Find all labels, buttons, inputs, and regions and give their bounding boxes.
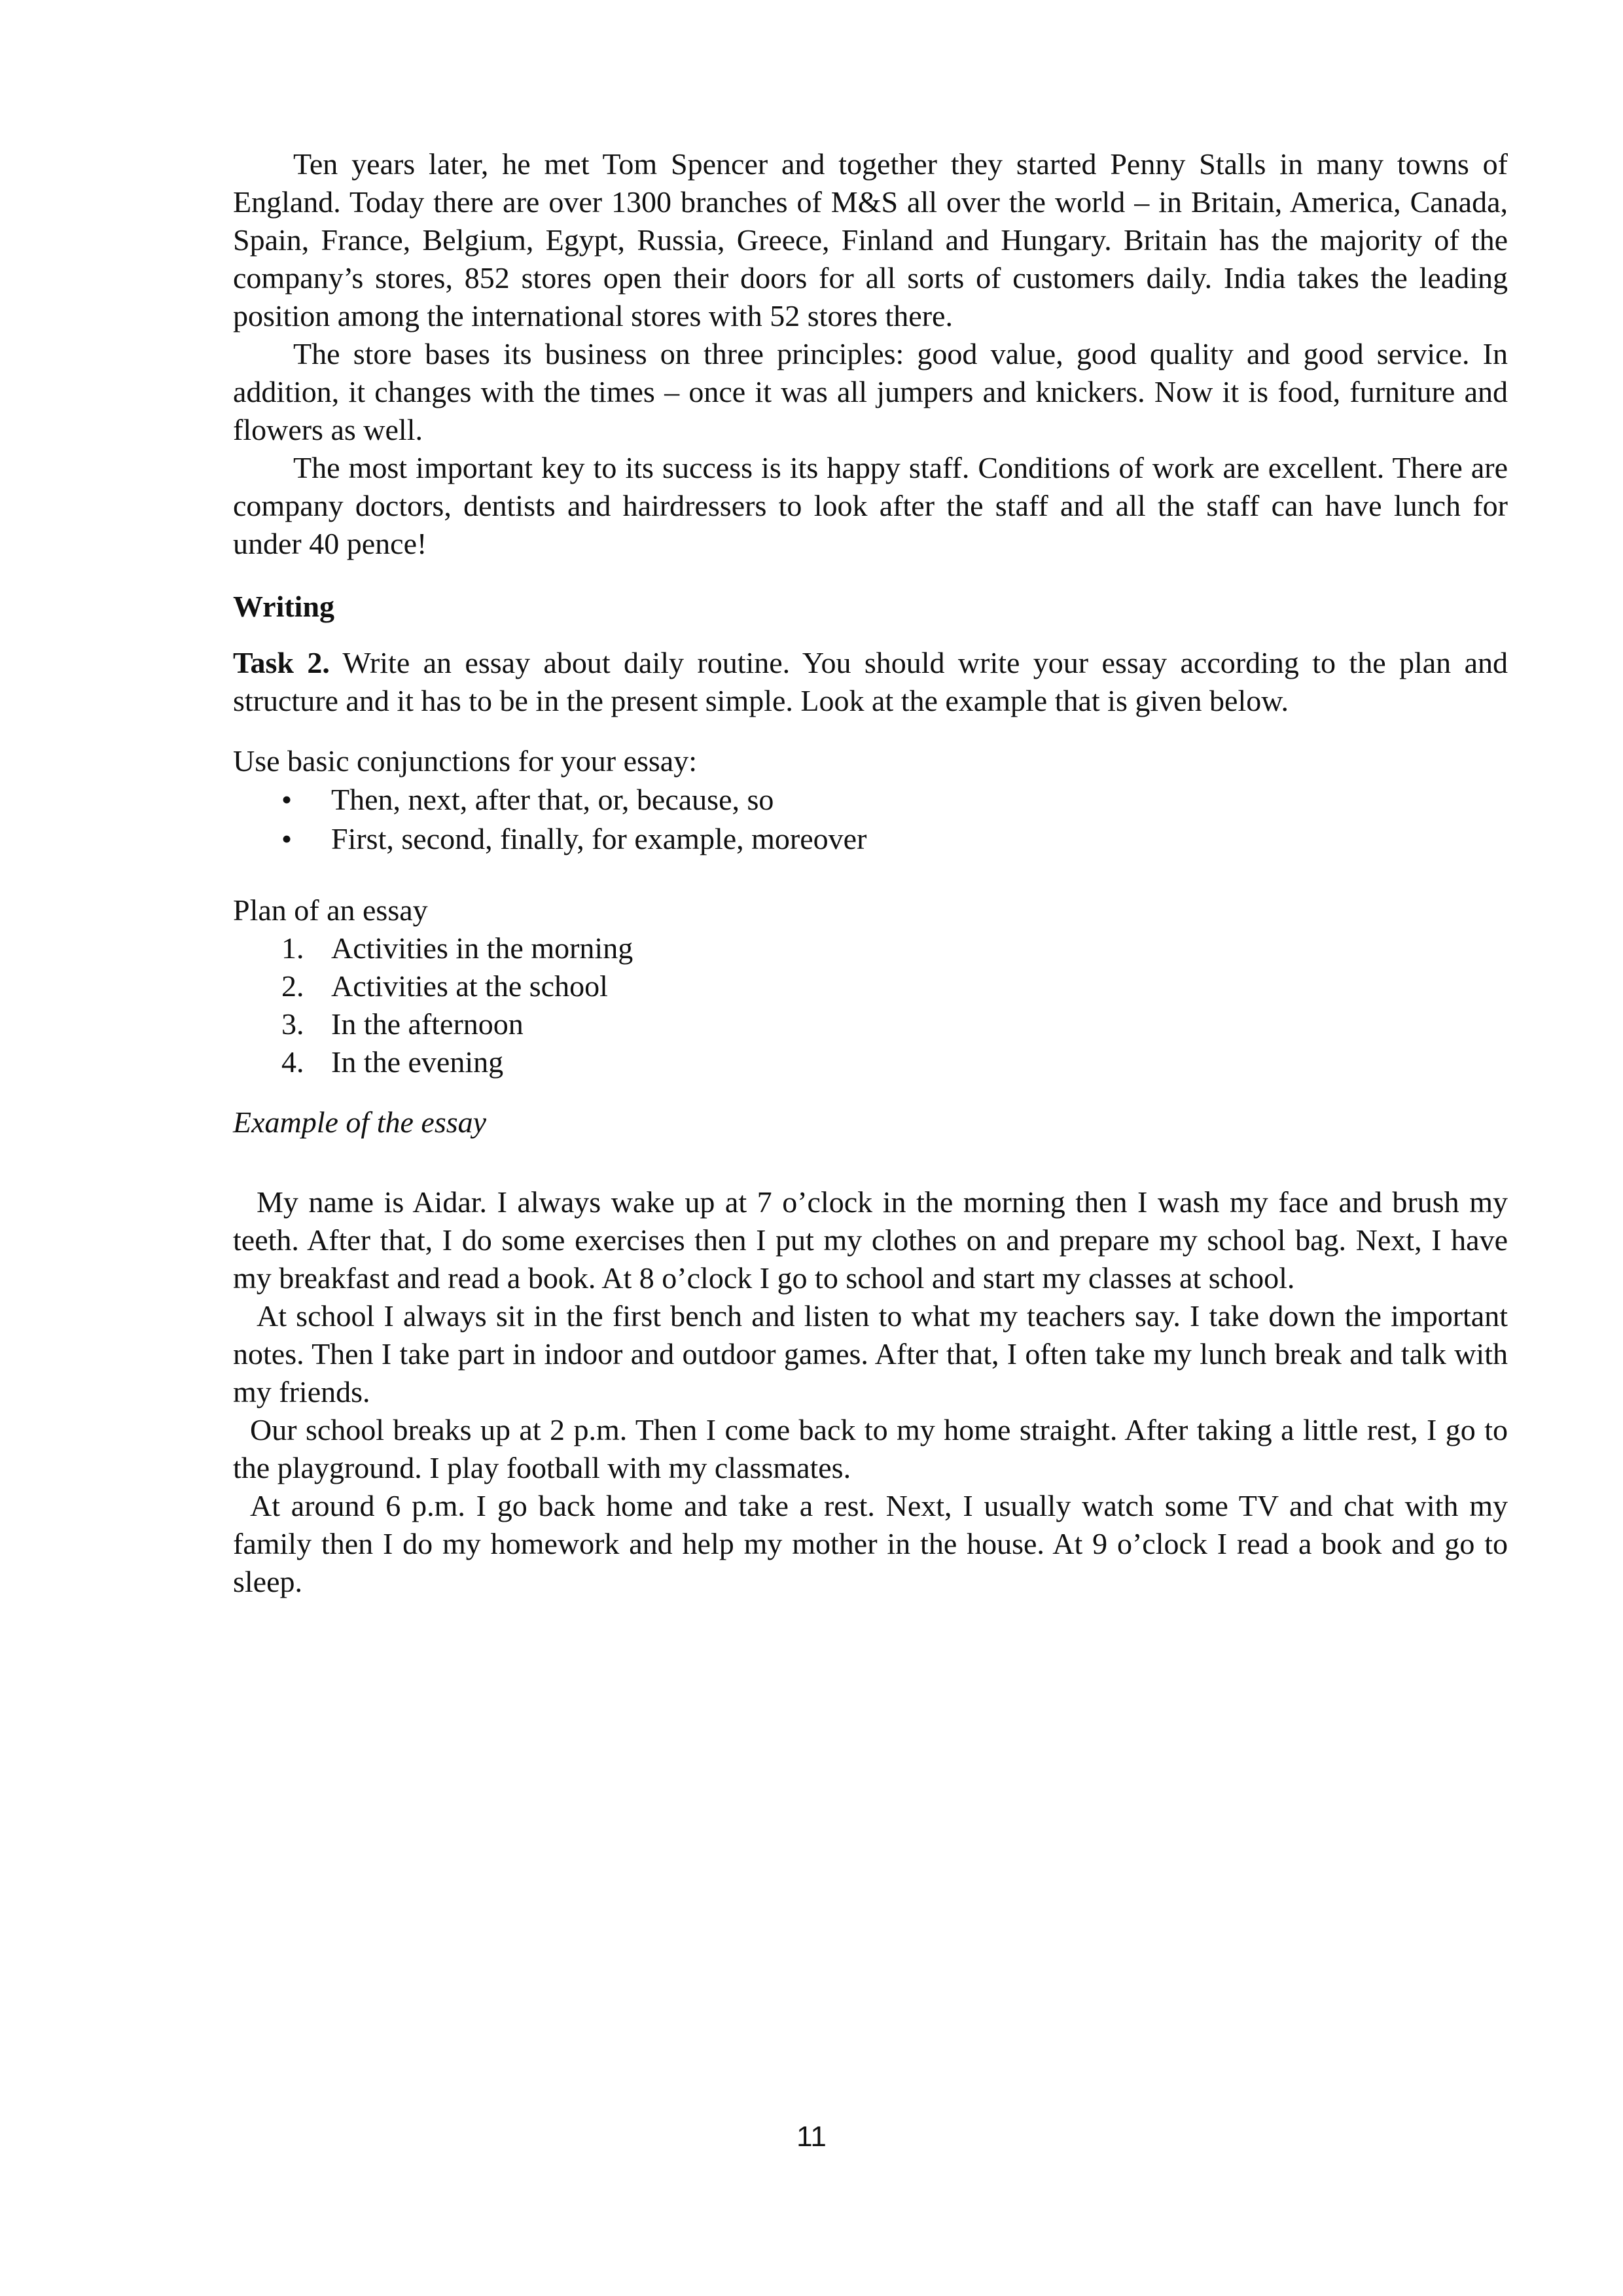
list-item-text: Activities in the morning bbox=[331, 931, 633, 965]
section-heading-writing: Writing bbox=[233, 590, 335, 623]
essay-paragraph-3: Our school breaks up at 2 p.m. Then I come back to my home straight. After taking a little rest, I go to the playground. I play football with my classmates. bbox=[233, 1413, 1508, 1484]
example-title: Example of the essay bbox=[233, 1105, 487, 1139]
essay-paragraph-2: At school I always sit in the first bench and listen to what my teachers say. I take down the important notes. Then I take part in indoor and outdoor games. After that, I often take my lunch break and talk with my friends. bbox=[233, 1299, 1508, 1408]
intro-paragraph-1: Ten years later, he met Tom Spencer and together they started Penny Stalls in many towns of England. Today there are over 1300 branches of M&S all over the world – in Britain, America, Canada, Spain, France, Belgium, Egypt, Russia, Greece, Finland and Hungary. Britain has the majority of the company’s stores, 852 stores open their doors for all sorts of customers daily. India takes the leading position among the international stores with 52 stores there. bbox=[233, 147, 1508, 332]
essay-plan-list bbox=[233, 929, 1508, 1081]
bullet-icon: • bbox=[281, 783, 293, 816]
list-item bbox=[281, 929, 1508, 967]
list-item-text: First, second, finally, for example, moreover bbox=[331, 822, 867, 855]
intro-paragraph-3: The most important key to its success is its happy staff. Conditions of work are excellent. There are company doctors, dentists and hairdressers to look after the staff and all the staff can have lunch for under 40 pence! bbox=[233, 451, 1508, 560]
list-item-text: Then, next, after that, or, because, so bbox=[331, 783, 774, 816]
list-item bbox=[281, 819, 1508, 859]
list-item-text: Activities at the school bbox=[331, 969, 608, 1003]
bullet-icon: • bbox=[281, 822, 293, 855]
task-label: Task 2. bbox=[233, 646, 330, 679]
list-item bbox=[281, 967, 1508, 1005]
list-number: 3. bbox=[281, 1007, 304, 1041]
intro-paragraph-2: The store bases its business on three principles: good value, good quality and good service. In addition, it changes with the times – once it was all jumpers and knickers. Now it is food, furniture and flowers as well. bbox=[233, 337, 1508, 446]
plan-title: Plan of an essay bbox=[233, 893, 428, 927]
conjunctions-intro: Use basic conjunctions for your essay: bbox=[233, 744, 698, 778]
conjunctions-list bbox=[233, 780, 1508, 859]
task-text: Write an essay about daily routine. You should write your essay according to the plan and structure and it has to be in the present simple. Look at the example that is given below. bbox=[233, 646, 1508, 717]
list-item bbox=[281, 1005, 1508, 1043]
essay-paragraph-1: My name is Aidar. I always wake up at 7 o’clock in the morning then I wash my face and brush my teeth. After that, I do some exercises then I put my clothes on and prepare my school bag. Next, I have my breakfast and read a book. At 8 o’clock I go to school and start my classes at school. bbox=[233, 1185, 1508, 1295]
list-number: 4. bbox=[281, 1045, 304, 1079]
list-item-text: In the afternoon bbox=[331, 1007, 524, 1041]
page-content bbox=[233, 145, 1508, 1601]
list-item bbox=[281, 780, 1508, 819]
list-item-text: In the evening bbox=[331, 1045, 504, 1079]
list-number: 1. bbox=[281, 931, 304, 965]
task-2-instructions bbox=[233, 644, 1508, 720]
page-number: 11 bbox=[796, 2121, 827, 2153]
list-number: 2. bbox=[281, 969, 304, 1003]
list-item bbox=[281, 1043, 1508, 1081]
essay-paragraph-4: At around 6 p.m. I go back home and take a rest. Next, I usually watch some TV and chat with my family then I do my homework and help my mother in the house. At 9 o’clock I read a book and go to sleep. bbox=[233, 1489, 1508, 1598]
